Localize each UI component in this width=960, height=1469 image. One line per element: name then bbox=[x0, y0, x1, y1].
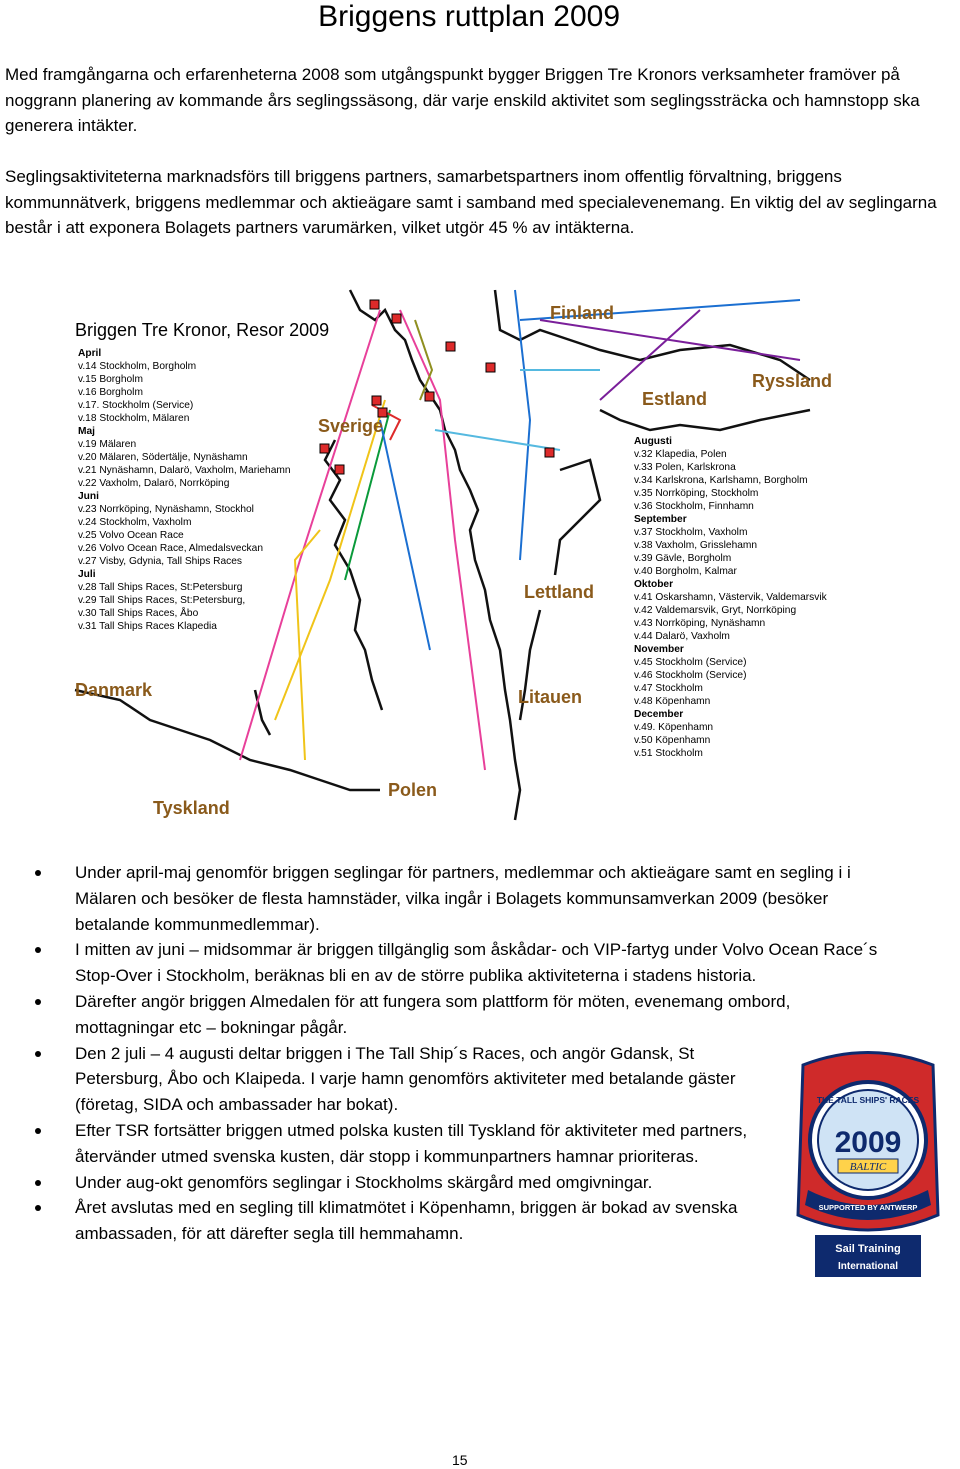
badge-footer2: International bbox=[837, 1261, 899, 1272]
intro-paragraph-1: Med framgångarna och erfarenheterna 2008 som utgångspunkt bygger Briggen Tre Kronors verksamheter framöver på noggrann planering av kommande års seglingssäsong, där varje enskild aktivitet som seglingssträcka och hamnstopp ska generera intäkter. bbox=[5, 65, 920, 135]
schedule-week: v.42 Valdemarsvik, Gryt, Norrköping bbox=[634, 605, 797, 616]
bullet-text: Därefter angör briggen Almedalen för att fungera som plattform för möten, evenemang ombord, mottagningar etc – bokningar pågår. bbox=[75, 991, 791, 1037]
label-ryssland: Ryssland bbox=[752, 371, 833, 391]
schedule-week: v.50 Köpenhamn bbox=[634, 735, 711, 746]
schedule-week: v.43 Norrköping, Nynäshamn bbox=[634, 618, 766, 629]
schedule-week: v.39 Gävle, Borgholm bbox=[634, 553, 732, 564]
schedule-week: v.32 Klapedia, Polen bbox=[634, 449, 727, 460]
list-item bbox=[35, 937, 895, 989]
schedule-week: v.20 Mälaren, Södertälje, Nynäshamn bbox=[78, 452, 248, 463]
intro-paragraph-2: Seglingsaktiviteterna marknadsförs till briggens partners, samarbetspartners inom offentlig förvaltning, briggens kommunnätverk, briggens medlemmar och aktieägare samt i samband med specialevenemang. En viktig del av seglingarna består i att exponera Bolagets partners varumärken, vilket utgör 45 % av intäkterna. bbox=[5, 167, 937, 237]
bullet-icon bbox=[35, 1205, 41, 1211]
schedule-month: December bbox=[634, 709, 684, 720]
schedule-week: v.40 Borgholm, Kalmar bbox=[634, 566, 737, 577]
label-litauen: Litauen bbox=[518, 687, 583, 707]
label-danmark: Danmark bbox=[75, 680, 153, 700]
list-item bbox=[35, 1118, 775, 1170]
bullet-text: I mitten av juni – midsommar är briggen tillgänglig som åskådar- och VIP-fartyg under Volvo Ocean Race´s Stop-Over i Stockholm, beräknas bli en av de större publika aktiviteterna i stadens historia. bbox=[75, 940, 878, 986]
bullet-icon bbox=[35, 1051, 41, 1057]
schedule-week: v.28 Tall Ships Races, St:Petersburg bbox=[78, 582, 243, 593]
bullet-text: Efter TSR fortsätter briggen utmed polska kusten till Tyskland för aktiviteter med partners, återvänder utmed svenska kusten, där stopp i kommunpartners hamnar prioriteras. bbox=[75, 1120, 748, 1166]
schedule-week: v.45 Stockholm (Service) bbox=[634, 657, 747, 668]
schedule-week: v.15 Borgholm bbox=[78, 374, 143, 385]
badge-year: 2009 bbox=[834, 1126, 902, 1159]
schedule-week: v.18 Stockholm, Mälaren bbox=[78, 413, 190, 424]
schedule-week: v.31 Tall Ships Races Klapedia bbox=[78, 621, 217, 632]
schedule-month: Maj bbox=[78, 426, 95, 437]
list-item bbox=[35, 1195, 775, 1247]
bullet-icon bbox=[35, 1128, 41, 1134]
bullet-text: Året avslutas med en segling till klimatmötet i Köpenhamn, briggen är bokad av svenska ambassaden, för att därefter segla till hemmahamn. bbox=[75, 1198, 738, 1244]
list-item bbox=[35, 1170, 775, 1196]
badge-footer1: Sail Training bbox=[835, 1243, 901, 1255]
label-lettland: Lettland bbox=[524, 582, 594, 602]
label-finland: Finland bbox=[550, 303, 614, 323]
schedule-right bbox=[634, 435, 827, 760]
bullet-text: Under aug-okt genomförs seglingar i Stockholms skärgård med omgivningar. bbox=[75, 1172, 653, 1192]
bullet-icon bbox=[35, 870, 41, 876]
schedule-week: v.21 Nynäshamn, Dalarö, Vaxholm, Mariehamn bbox=[78, 465, 291, 476]
schedule-month: Juni bbox=[78, 491, 99, 502]
schedule-week: v.36 Stockholm, Finnhamn bbox=[634, 501, 754, 512]
label-polen: Polen bbox=[388, 780, 438, 800]
list-item bbox=[35, 989, 820, 1041]
tall-ships-races-logo bbox=[793, 1045, 943, 1280]
schedule-week: v.35 Norrköping, Stockholm bbox=[634, 488, 759, 499]
bullet-icon bbox=[35, 999, 41, 1005]
bullet-text: Under april-maj genomför briggen seglingar för partners, medlemmar och aktieägare samt en segling i i Mälaren och besöker de flesta hamnstäder, vilka ingår i Bolagets kommunsamverkan 2009 (besöker betalande kommunmedlemmar). bbox=[75, 863, 851, 934]
schedule-week: v.14 Stockholm, Borgholm bbox=[78, 361, 197, 372]
badge-ribbon: SUPPORTED BY ANTWERP bbox=[818, 1203, 918, 1212]
schedule-week: v.49. Köpenhamn bbox=[634, 722, 714, 733]
schedule-week: v.30 Tall Ships Races, Åbo bbox=[78, 608, 199, 619]
schedule-week: v.34 Karlskrona, Karlshamn, Borgholm bbox=[634, 475, 808, 486]
schedule-week: v.41 Oskarshamn, Västervik, Valdemarsvik bbox=[634, 592, 827, 603]
label-tyskland: Tyskland bbox=[153, 798, 230, 818]
schedule-week: v.26 Volvo Ocean Race, Almedalsveckan bbox=[78, 543, 263, 554]
schedule-week: v.37 Stockholm, Vaxholm bbox=[634, 527, 748, 538]
schedule-week: v.47 Stockholm bbox=[634, 683, 703, 694]
schedule-week: v.29 Tall Ships Races, St:Petersburg, bbox=[78, 595, 246, 606]
label-estland: Estland bbox=[642, 389, 708, 409]
schedule-month: November bbox=[634, 644, 684, 655]
schedule-month: September bbox=[634, 514, 687, 525]
schedule-week: v.17. Stockholm (Service) bbox=[78, 400, 194, 411]
badge-line1: THE TALL SHIPS' RACES bbox=[816, 1095, 920, 1105]
schedule-week: v.51 Stockholm bbox=[634, 748, 703, 759]
schedule-week: v.22 Vaxholm, Dalarö, Norrköping bbox=[78, 478, 230, 489]
schedule-week: v.38 Vaxholm, Grisslehamn bbox=[634, 540, 758, 551]
bullet-icon bbox=[35, 1180, 41, 1186]
schedule-month: Augusti bbox=[634, 436, 672, 447]
schedule-week: v.19 Mälaren bbox=[78, 439, 137, 450]
map-title: Briggen Tre Kronor, Resor 2009 bbox=[75, 320, 330, 340]
bullet-list bbox=[35, 860, 895, 1247]
schedule-week: v.48 Köpenhamn bbox=[634, 696, 711, 707]
schedule-week: v.23 Norrköping, Nynäshamn, Stockhol bbox=[78, 504, 254, 515]
schedule-month: Oktober bbox=[634, 579, 674, 590]
schedule-week: v.44 Dalarö, Vaxholm bbox=[634, 631, 730, 642]
list-item bbox=[35, 860, 895, 937]
badge-sub: BALTIC bbox=[849, 1161, 887, 1173]
schedule-month: Juli bbox=[78, 569, 96, 580]
schedule-left bbox=[78, 347, 291, 633]
list-item bbox=[35, 1041, 775, 1118]
page-number: 15 bbox=[452, 1452, 468, 1468]
bullet-icon bbox=[35, 947, 41, 953]
schedule-week: v.33 Polen, Karlskrona bbox=[634, 462, 736, 473]
schedule-week: v.25 Volvo Ocean Race bbox=[78, 530, 184, 541]
label-sverige: Sverige bbox=[318, 416, 384, 436]
bullet-text: Den 2 juli – 4 augusti deltar briggen i The Tall Ship´s Races, och angör Gdansk, St Petersburg, Åbo och Klaipeda. I varje hamn genomförs aktiviteter med betalande gäster (företag, SIDA och ambassader har bokat). bbox=[75, 1043, 736, 1115]
schedule-week: v.16 Borgholm bbox=[78, 387, 143, 398]
schedule-week: v.46 Stockholm (Service) bbox=[634, 670, 747, 681]
page-title: Briggens ruttplan 2009 bbox=[318, 0, 620, 33]
schedule-month: April bbox=[78, 348, 102, 359]
schedule-week: v.27 Visby, Gdynia, Tall Ships Races bbox=[78, 556, 243, 567]
schedule-week: v.24 Stockholm, Vaxholm bbox=[78, 517, 192, 528]
